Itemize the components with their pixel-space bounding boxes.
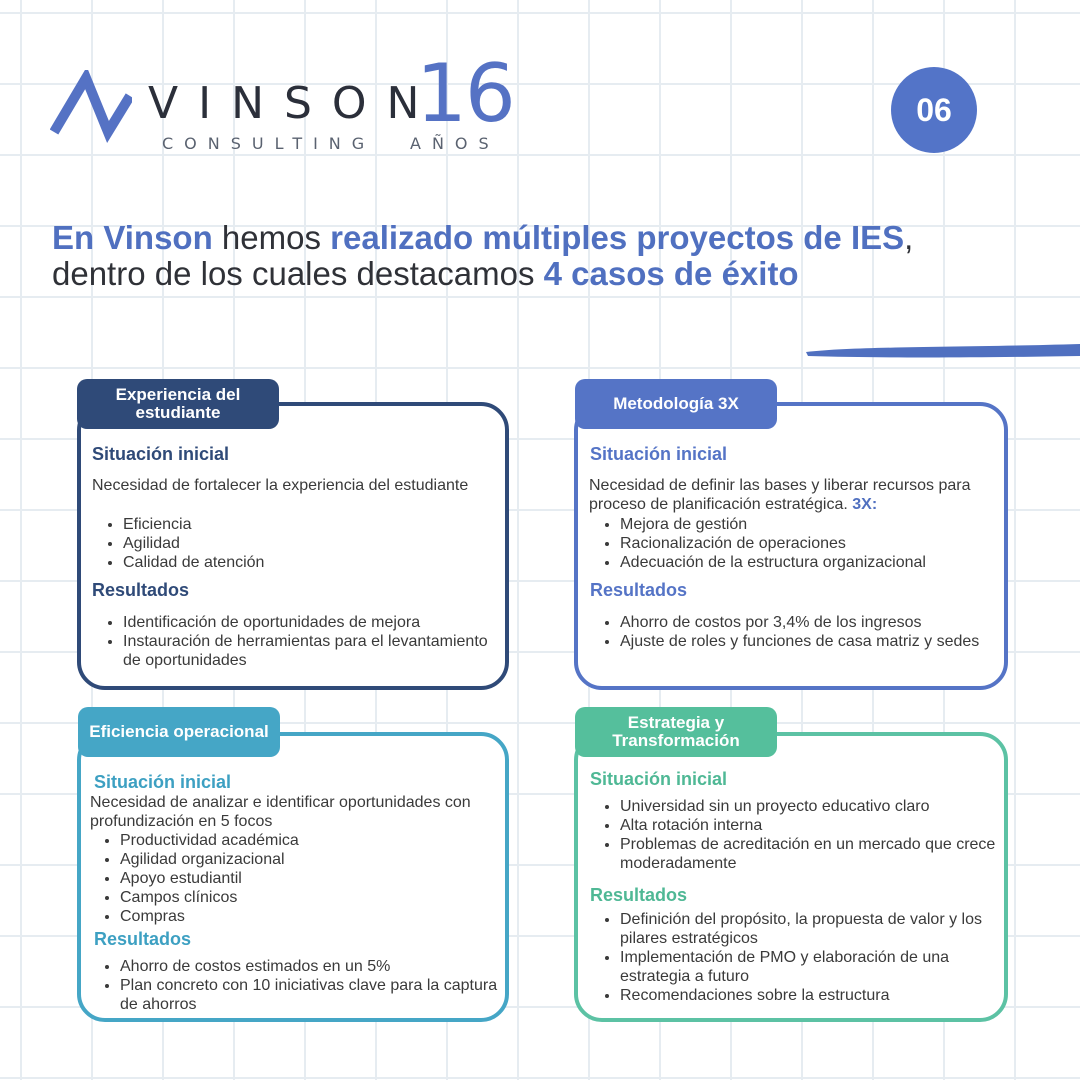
list-item: • Apoyo estudiantil — [120, 869, 299, 888]
list-item: • Alta rotación interna — [620, 816, 1008, 835]
headline — [52, 220, 1032, 292]
vinson-logo — [50, 47, 520, 162]
resultados-list — [92, 957, 509, 1014]
logo-wordmark: VINSON — [148, 78, 440, 129]
headline-highlight-2: 4 casos de éxito — [543, 255, 799, 292]
case-card-eficiencia — [77, 732, 509, 1022]
case-card-estrategia — [574, 732, 1008, 1022]
logo-subtitle: CONSULTING — [162, 134, 376, 153]
case-card-experiencia — [77, 402, 509, 690]
list-item: • Agilidad organizacional — [120, 850, 299, 869]
case-tab-estrategia: Estrategia y Transformación — [575, 707, 777, 757]
situacion-text: Necesidad de definir las bases y liberar recursos para proceso de planificación estratégica. — [589, 477, 971, 513]
page-number-badge: 06 — [891, 67, 977, 153]
headline-comma: , — [904, 219, 914, 256]
list-item: • Ajuste de roles y funciones de casa matriz y sedes — [620, 632, 1005, 651]
list-item: • Eficiencia — [123, 515, 264, 534]
list-item: • Calidad de atención — [123, 553, 264, 572]
resultados-list — [95, 613, 503, 670]
list-item: • Agilidad — [123, 534, 264, 553]
logo-years-label: AÑOS — [410, 134, 500, 153]
situacion-title: Situación inicial — [590, 769, 728, 789]
situacion-emphasis: 3X: — [852, 496, 878, 513]
list-item: • Instauración de herramientas para el levantamiento de oportunidades — [123, 632, 503, 670]
list-item: • Racionalización de operaciones — [620, 534, 926, 553]
case-card-metodologia — [574, 402, 1008, 690]
situacion-title: Situación inicial — [94, 772, 232, 792]
case-tab-eficiencia: Eficiencia operacional — [78, 707, 280, 757]
list-item: • Mejora de gestión — [620, 515, 926, 534]
resultados-title: Resultados — [590, 885, 688, 905]
list-item: • Campos clínicos — [120, 888, 299, 907]
situacion-list — [592, 797, 1008, 873]
list-item: • Plan concreto con 10 iniciativas clave para la captura de ahorros — [120, 976, 509, 1014]
case-tab-experiencia: Experiencia del estudiante — [77, 379, 279, 429]
brush-stroke-decoration — [802, 340, 1080, 364]
list-item: • Definición del propósito, la propuesta de valor y los pilares estratégicos — [620, 910, 1005, 948]
list-item: • Compras — [120, 907, 299, 926]
situacion-text: Necesidad de analizar e identificar oportunidades con profundización en 5 focos — [90, 794, 471, 830]
logo-mark-icon — [50, 70, 132, 154]
headline-highlight: realizado múltiples proyectos de IES — [330, 219, 905, 256]
situacion-list — [592, 515, 926, 572]
resultados-list — [592, 613, 1005, 651]
logo-anniversary-number: 16 — [416, 47, 514, 140]
list-item: • Adecuación de la estructura organizacional — [620, 553, 926, 572]
situacion-list — [95, 515, 264, 572]
resultados-list — [592, 910, 1005, 1005]
situacion-list — [92, 831, 299, 926]
headline-text-2: dentro de los cuales destacamos — [52, 255, 544, 292]
situacion-title: Situación inicial — [92, 444, 230, 464]
list-item: • Identificación de oportunidades de mejora — [123, 613, 503, 632]
resultados-title: Resultados — [590, 580, 688, 600]
list-item: • Productividad académica — [120, 831, 299, 850]
resultados-title: Resultados — [92, 580, 190, 600]
headline-brand: En Vinson — [52, 219, 213, 256]
list-item: • Universidad sin un proyecto educativo claro — [620, 797, 1008, 816]
list-item: • Ahorro de costos estimados en un 5% — [120, 957, 509, 976]
list-item: • Implementación de PMO y elaboración de una estrategia a futuro — [620, 948, 1005, 986]
headline-text: hemos — [212, 219, 331, 256]
situacion-text-wrap — [589, 476, 999, 514]
list-item: • Ahorro de costos por 3,4% de los ingresos — [620, 613, 1005, 632]
list-item: • Problemas de acreditación en un mercado que crece moderadamente — [620, 835, 1008, 873]
resultados-title: Resultados — [94, 929, 192, 949]
situacion-text: Necesidad de fortalecer la experiencia del estudiante — [92, 477, 469, 494]
case-tab-metodologia: Metodología 3X — [575, 379, 777, 429]
situacion-title: Situación inicial — [590, 444, 728, 464]
list-item: • Recomendaciones sobre la estructura — [620, 986, 1005, 1005]
